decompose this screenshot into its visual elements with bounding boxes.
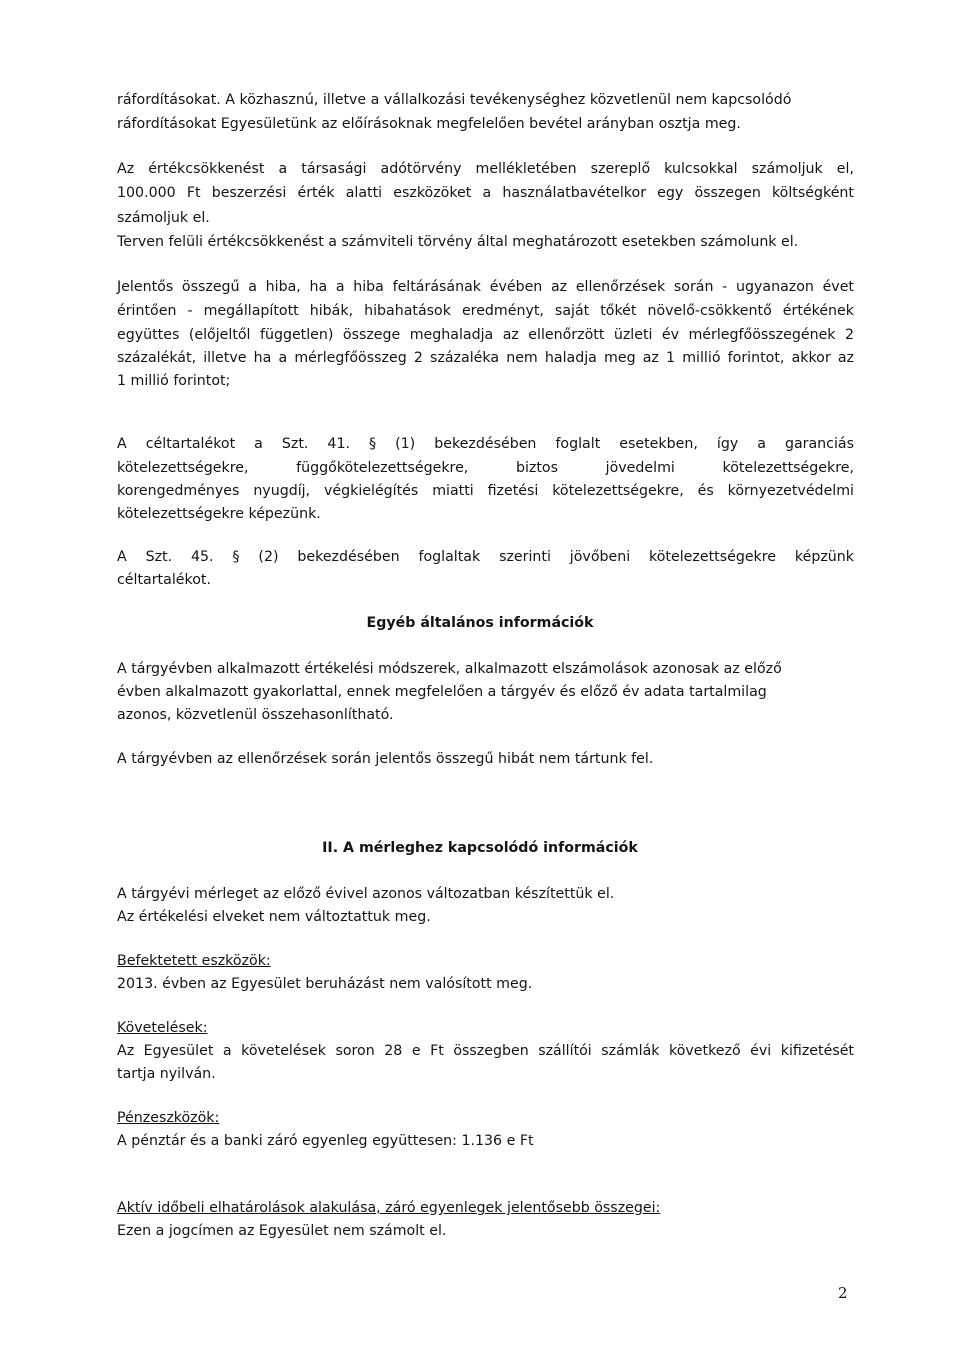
chapter-heading: II. A mérleghez kapcsolódó információk xyxy=(322,840,638,856)
paragraph-line: 100.000 Ft beszerzési érték alatti eszközöket a használatbavételkor egy összegen költségként xyxy=(117,185,854,201)
paragraph-line: Jelentős összegű a hiba, ha a hiba feltárásának évében az ellenőrzések során - ugyanazon évet xyxy=(117,279,854,295)
paragraph-line: A tárgyévben alkalmazott értékelési módszerek, alkalmazott elszámolások azonosak az előző xyxy=(117,661,782,677)
paragraph-line: korengedményes nyugdíj, végkielégítés miatti fizetési kötelezettségekre, és környezetvédelmi xyxy=(117,483,854,499)
paragraph-line: Az Egyesület a követelések soron 28 e Ft összegben szállítói számlák következő évi kifizetését xyxy=(117,1043,854,1059)
paragraph-line: évben alkalmazott gyakorlattal, ennek megfelelően a tárgyév és előző év adata tartalmilag xyxy=(117,684,767,700)
paragraph-line: azonos, közvetlenül összehasonlítható. xyxy=(117,707,394,723)
paragraph-line: A pénztár és a banki záró egyenleg együttesen: 1.136 e Ft xyxy=(117,1133,534,1149)
paragraph-line: százalékát, illetve ha a mérlegfőösszeg 2 százaléka nem haladja meg az 1 millió forintot, akkor az xyxy=(117,350,854,366)
paragraph-line: együttes (előjeltől független) összege meghaladja az ellenőrzött üzleti év mérlegfőösszegének 2 xyxy=(117,327,854,343)
page-number: 2 xyxy=(838,1284,848,1302)
paragraph-line: Ezen a jogcímen az Egyesület nem számolt el. xyxy=(117,1223,447,1239)
subsection-title: Aktív időbeli elhatárolások alakulása, záró egyenlegek jelentősebb összegei: xyxy=(117,1200,661,1216)
paragraph-line: Az értékelési elveket nem változtattuk meg. xyxy=(117,909,431,925)
paragraph-line: számoljuk el. xyxy=(117,210,210,226)
paragraph-line: 2013. évben az Egyesület beruházást nem valósított meg. xyxy=(117,976,533,992)
paragraph-line: A tárgyévben az ellenőrzések során jelentős összegű hibát nem tártunk fel. xyxy=(117,751,654,767)
paragraph-line: kötelezettségekre, függőkötelezettségekre, biztos jövedelmi kötelezettségekre, xyxy=(117,460,854,476)
paragraph-line: ráfordításokat. A közhasznú, illetve a vállalkozási tevékenységhez közvetlenül nem kapcsolódó xyxy=(117,92,792,108)
paragraph-line: Az értékcsökkenést a társasági adótörvény mellékletében szereplő kulcsokkal számoljuk el, xyxy=(117,161,854,177)
subsection-title: Pénzeszközök: xyxy=(117,1110,220,1126)
paragraph-line: céltartalékot. xyxy=(117,572,211,588)
subsection-title: Követelések: xyxy=(117,1020,208,1036)
paragraph-line: kötelezettségekre képezünk. xyxy=(117,506,321,522)
paragraph-line: 1 millió forintot; xyxy=(117,373,231,389)
paragraph-line: A Szt. 45. § (2) bekezdésében foglaltak szerinti jövőbeni kötelezettségekre képzünk xyxy=(117,549,854,565)
paragraph-line: A tárgyévi mérleget az előző évivel azonos változatban készítettük el. xyxy=(117,886,615,902)
paragraph-line: érintően - megállapított hibák, hibahatások eredményt, saját tőkét növelő-csökkentő értékének xyxy=(117,303,854,319)
paragraph-line: ráfordításokat Egyesületünk az előírásoknak megfelelően bevétel arányban osztja meg. xyxy=(117,116,741,132)
subsection-title: Befektetett eszközök: xyxy=(117,953,271,969)
paragraph-line: A céltartalékot a Szt. 41. § (1) bekezdésében foglalt esetekben, így a garanciás xyxy=(117,436,854,452)
paragraph-line: Terven felüli értékcsökkenést a számviteli törvény által meghatározott esetekben számolunk el. xyxy=(117,234,799,250)
paragraph-line: tartja nyilván. xyxy=(117,1066,216,1082)
section-heading: Egyéb általános információk xyxy=(366,615,594,631)
